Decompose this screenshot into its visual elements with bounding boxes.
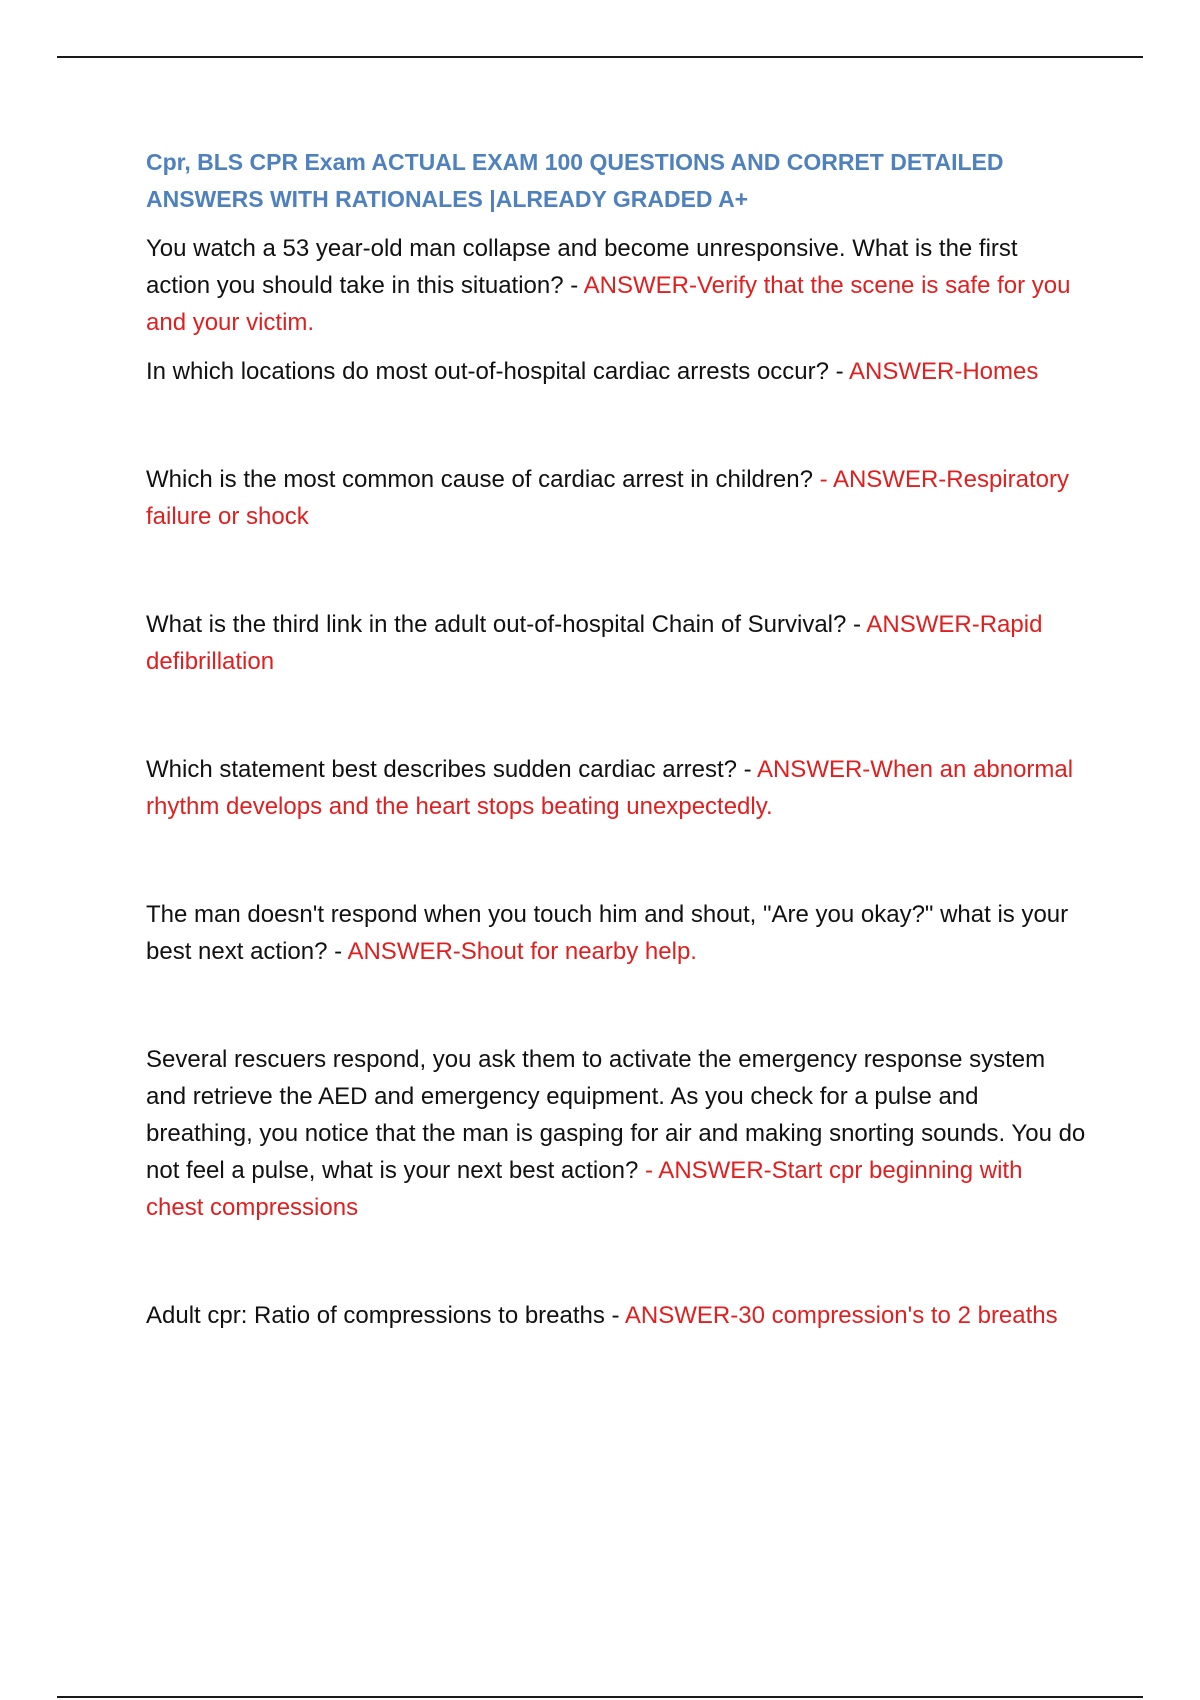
qa-item-1 [146,230,1086,341]
qa-item-8 [146,1297,1086,1334]
question-text: Adult cpr: Ratio of compressions to breaths - [146,1302,625,1329]
answer-text: ANSWER-Shout for nearby help. [347,938,697,965]
answer-text: ANSWER-Homes [848,358,1039,385]
qa-item-5 [146,751,1086,825]
document-body [146,144,1086,1334]
qa-item-7 [146,1041,1086,1226]
answer-text: ANSWER-Verify that the scene is safe for you and your victim. [146,272,1071,336]
document-title: Cpr, BLS CPR Exam ACTUAL EXAM 100 QUESTIONS AND CORRET DETAILED ANSWERS WITH RATIONALES |ALREADY GRADED A+ [146,149,1004,212]
question-text: You watch a 53 year-old man collapse and become unresponsive. What is the first action you should take in this situation? - [146,235,1018,299]
question-text: Which statement best describes sudden cardiac arrest? - [146,756,757,783]
answer-text: ANSWER-30 compression's to 2 breaths [624,1302,1058,1329]
answer-text: - ANSWER-Respiratory failure or shock [146,466,1069,530]
qa-item-6 [146,896,1086,970]
question-text: Several rescuers respond, you ask them to activate the emergency response system and retrieve the AED and emergency equipment. As you check for a pulse and breathing, you notice that the man is gasping for air and making snorting sounds. You do not feel a pulse, what is your next best action? [146,1046,1086,1184]
question-text: Which is the most common cause of cardiac arrest in children? [146,466,820,493]
question-text: The man doesn't respond when you touch him and shout, "Are you okay?" what is your best next action? - [146,901,1069,965]
top-rule [57,56,1143,58]
answer-text: - ANSWER-Start cpr beginning with chest compressions [146,1157,1023,1221]
answer-text: ANSWER-When an abnormal rhythm develops and the heart stops beating unexpectedly. [146,756,1074,820]
question-text: What is the third link in the adult out-of-hospital Chain of Survival? - [146,611,867,638]
qa-item-2 [146,353,1086,390]
answer-text: ANSWER-Rapid defibrillation [146,611,1043,675]
question-text: In which locations do most out-of-hospital cardiac arrests occur? - [146,358,849,385]
qa-item-4 [146,606,1086,680]
bottom-rule [57,1696,1143,1698]
qa-item-3 [146,461,1086,535]
